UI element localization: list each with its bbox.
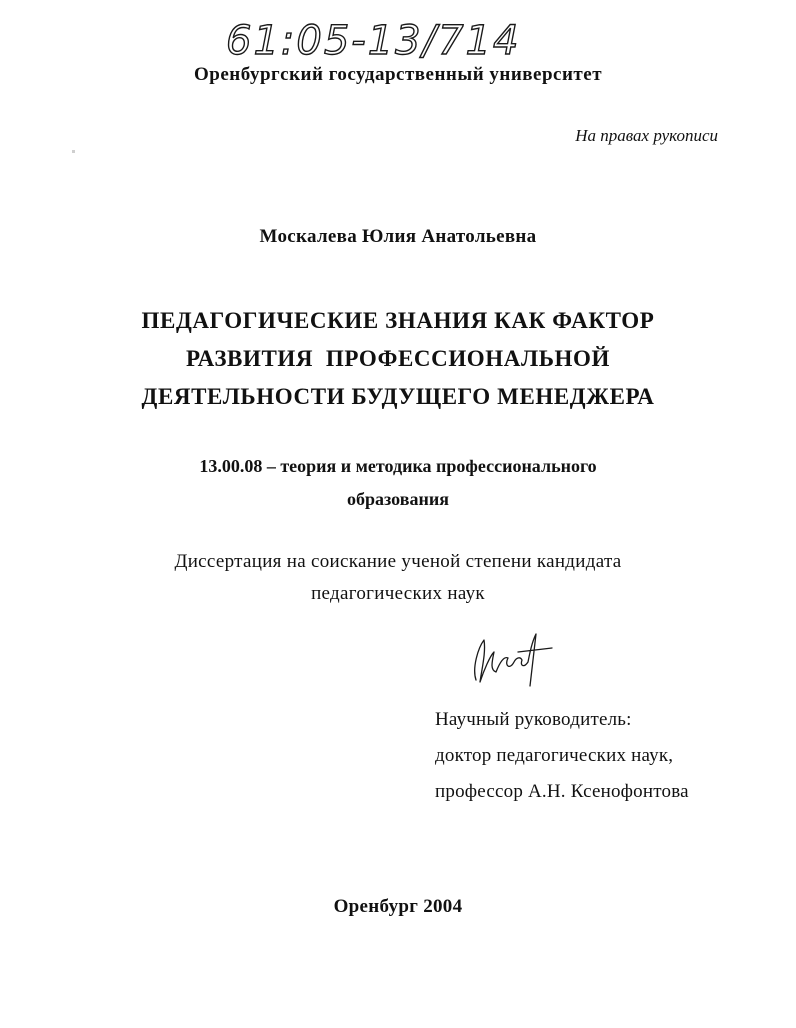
title-line: ПЕДАГОГИЧЕСКИЕ ЗНАНИЯ КАК ФАКТОР [141,308,655,333]
specialty-line: 13.00.08 – теория и методика профессионального [199,456,597,476]
supervisor-block [435,702,689,810]
supervisor-name: профессор А.Н. Ксенофонтова [435,781,689,802]
specialty-code [0,450,796,516]
supervisor-label: Научный руководитель: [435,709,632,730]
rights-notice: На правах рукописи [575,126,718,145]
city-year: Оренбург 2004 [333,896,463,917]
supervisor-degree: доктор педагогических наук, [435,745,674,766]
degree-line: Диссертация на соискание ученой степени кандидата [174,551,622,572]
handwritten-signature [462,622,558,692]
handwritten-archive-number [222,8,522,66]
author-name: Москалева Юлия Анатольевна [259,226,537,247]
dissertation-title [0,302,796,416]
specialty-line: образования [347,489,449,509]
degree-line: педагогических наук [311,583,485,604]
archive-number-text: 61:05-13/714 [226,18,521,64]
degree-statement [0,546,796,610]
university-name: Оренбургский государственный университет [193,64,603,85]
title-line: РАЗВИТИЯ ПРОФЕССИОНАЛЬНОЙ [185,346,611,371]
title-line: ДЕЯТЕЛЬНОСТИ БУДУЩЕГО МЕНЕДЖЕРА [141,384,655,409]
scan-speck [72,150,75,153]
